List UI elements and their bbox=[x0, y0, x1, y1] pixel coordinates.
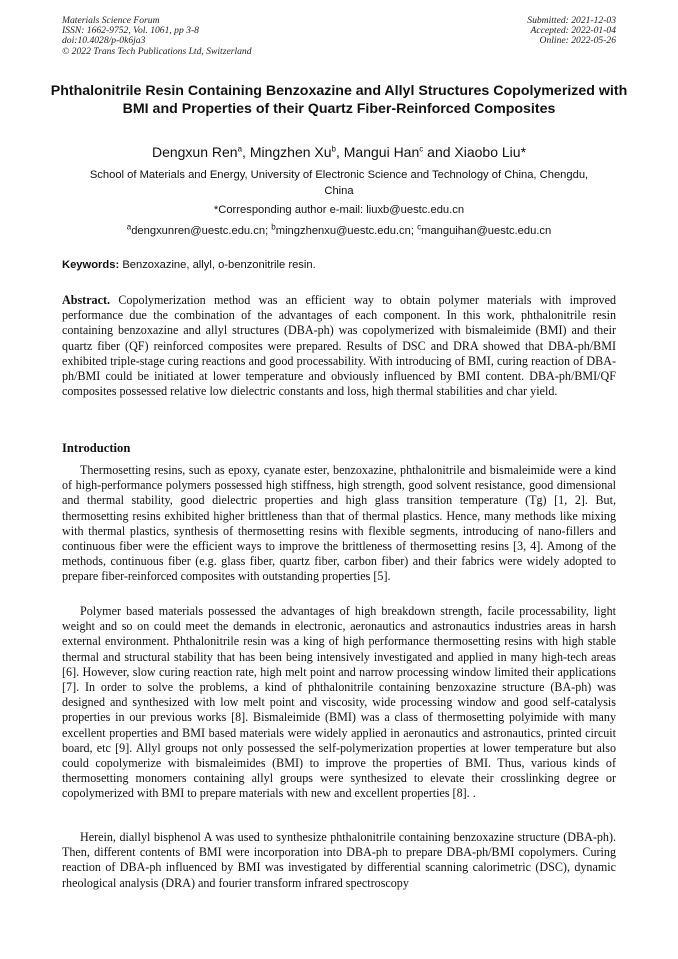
issn-line: ISSN: 1662-9752, Vol. 1061, pp 3-8 bbox=[62, 25, 199, 37]
email-separator: ; bbox=[410, 225, 418, 237]
abstract bbox=[62, 293, 616, 399]
doi-line: doi:10.4028/p-0k6ja3 bbox=[62, 35, 146, 47]
abstract-label: Abstract. bbox=[62, 293, 111, 307]
email-separator: ; bbox=[265, 225, 272, 237]
copyright-line: © 2022 Trans Tech Publications Ltd, Switzerland bbox=[62, 45, 252, 57]
author-affil-mark: b bbox=[331, 144, 336, 154]
email-mark: c bbox=[417, 222, 422, 232]
paper-title: Phthalonitrile Resin Containing Benzoxazine and Allyl Structures Copolymerized with BMI and Properties of their Quartz Fiber-Reinforced Composites bbox=[50, 83, 628, 117]
author-affil-mark: c bbox=[419, 144, 424, 154]
online-date: Online: 2022-05-26 bbox=[539, 35, 616, 47]
accepted-date: Accepted: 2022-01-04 bbox=[530, 25, 616, 37]
dates-info bbox=[527, 16, 616, 47]
journal-name: Materials Science Forum bbox=[62, 15, 160, 26]
author-emails bbox=[40, 222, 638, 237]
author-separator: and bbox=[423, 144, 455, 160]
email-mark: b bbox=[271, 222, 276, 232]
author-separator: , bbox=[242, 144, 250, 160]
abstract-text: Copolymerization method was an efficient way to obtain polymer materials with improved performance due the combination of the advantages of each component. In this work, phthalonitrile resin containing benzoxazine and allyl structures (DBA-ph) was copolymerized with bismaleimide (BMI) and their quartz fiber (QF) reinforced composites were prepared. Results of DSC and DRA showed that DBA-ph/BMI exhibited triple-stage curing reactions and good processability. With introducing of BMI, curing reaction of DBA-ph/BMI could be initiated at lower temperature and obviously influenced by BMI content. DBA-ph/BMI/QF composites possessed relative low dielectric constants and loss, high thermal stabilities and char yield. bbox=[62, 293, 616, 399]
keywords-label: Keywords: bbox=[62, 259, 120, 271]
journal-info bbox=[62, 16, 252, 57]
author-separator: , bbox=[335, 144, 344, 160]
email-mark: a bbox=[126, 222, 132, 232]
email-address[interactable]: manguihan@uestc.edu.cn bbox=[421, 225, 552, 237]
email-address[interactable]: dengxunren@uestc.edu.cn bbox=[131, 225, 266, 237]
author-name: Dengxun Ren bbox=[151, 144, 238, 160]
keywords bbox=[62, 259, 616, 271]
submitted-date: Submitted: 2021-12-03 bbox=[527, 15, 616, 26]
author-name: Mingzhen Xu bbox=[249, 144, 332, 160]
corresponding-author: *Corresponding author e-mail: liuxb@uestc.edu.cn bbox=[213, 204, 465, 216]
author-affil-mark: a bbox=[237, 144, 243, 154]
intro-paragraph-2: Polymer based materials possessed the advantages of high breakdown strength, facile processability, light weight and so on could meet the demands in electronic, aeronautics and astronautics industries areas in harsh external environment. Phthalonitrile resin was a king of high performance thermosetting resins with high stable thermal and structural stability that has been being intensively investigated and applied in many high-tech areas [6]. However, slow curing reaction rate, high melt point and narrow processing window limited their applications [7]. In order to solve the problems, a kind of phthalonitrile containing benzoxazine structure (BA-ph) was designed and synthesized with low melt point and viscosity, wide processing window and good self-catalysis properties in our previous works [8]. Bismaleimide (BMI) was a class of thermosetting polyimide with many excellent properties and BMI based materials were widely applied in aeronautics and astronautics, printed circuit board, etc [9]. Allyl groups not only possessed the self-polymerization properties at lower temperature but also could copolymerize with bismaleimides (BMI) to improve the properties of BMI. Thus, various kinds of thermosetting monomers containing allyl groups were synthesized to elevate their crosslinking degree or copolymerized with BMI to prepare materials with new and excellent properties [8]. . bbox=[62, 604, 616, 801]
affiliation: School of Materials and Energy, University of Electronic Science and Technology of China, Chengdu, China bbox=[89, 169, 589, 197]
author-list bbox=[40, 143, 638, 161]
email-address[interactable]: mingzhenxu@uestc.edu.cn bbox=[275, 225, 411, 237]
intro-paragraph-1: Thermosetting resins, such as epoxy, cyanate ester, benzoxazine, phthalonitrile and bismaleimide were a kind of high-performance polymers possessed high stiffness, high strength, good solvent resistance, good dimensional and thermal stability, good dielectric properties and high glass transition temperature (Tg) [1, 2]. But, thermosetting resins exhibited higher brittleness than that of thermal plastics. Hence, many methods like mixing with thermal plastics, synthesis of thermosetting resins with flexible segments, introducing of nano-fillers and continuous fiber were the efficient ways to improve the brittleness of thermosetting resins [3, 4]. Among of the methods, continuous fiber (e.g. glass fiber, quartz fiber, carbon fiber) and their fabrics were widely adopted to prepare fiber-reinforced composites with outstanding properties [5]. bbox=[62, 463, 616, 584]
author-name: Mangui Han bbox=[343, 144, 420, 160]
intro-paragraph-3: Herein, diallyl bisphenol A was used to synthesize phthalonitrile containing benzoxazine structure (DBA-ph). Then, different contents of BMI were incorporation into DBA-ph to prepare DBA-ph/BMI copolymers. Curing reaction of DBA-ph influenced by BMI was investigated by differential scanning calorimetric (DSC), dynamic rheological analysis (DRA) and fourier transform infrared spectroscopy bbox=[62, 830, 616, 890]
section-heading-introduction: Introduction bbox=[62, 441, 131, 455]
keywords-text: Benzoxazine, allyl, o-benzonitrile resin. bbox=[122, 259, 316, 271]
author-name: Xiaobo Liu* bbox=[454, 144, 527, 160]
